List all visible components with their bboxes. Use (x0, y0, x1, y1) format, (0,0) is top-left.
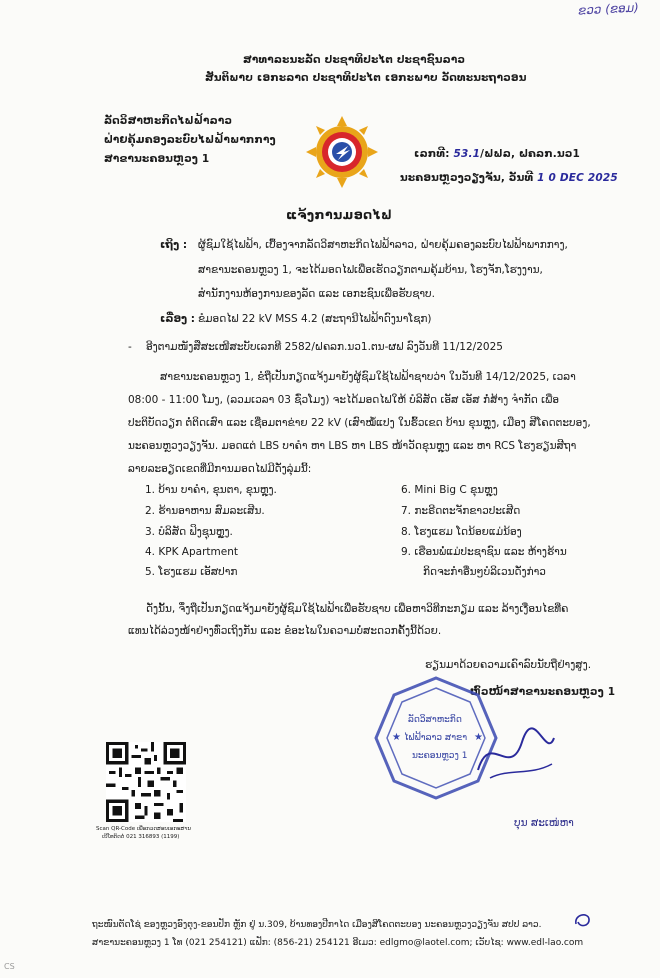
ref-number-handwritten: 53.1 (453, 148, 481, 160)
qr-code[interactable] (106, 742, 186, 822)
ref-date-label: ນະຄອນຫຼວງວຽງຈັນ, ວັນທີ (400, 172, 534, 184)
ref-number-label: ເລກທີ (414, 148, 446, 160)
svg-text:★: ★ (474, 732, 483, 743)
org-line3: ສາຂານະຄອນຫຼວງ 1 (104, 153, 210, 165)
list-item: 6. Mini Big C ຂຸນຫຼຸງ (401, 484, 498, 496)
list-item: 3. ບໍລິສັດ ຟິງຊຸນຫຼູງ. (145, 526, 233, 538)
subject-text: ຂໍມອດໄຟ 22 kV MSS 4.2 (ສະຖານີໄຟຟ້າດົງນາໂຊກ) (198, 313, 432, 325)
closing-line2: ແທນໄດ້ລ່ວງໜ້າຢ່າງທົ່ວເຖິງກັນ ແລະ ຂໍອະໄພໃນຄວາມບໍ່ສະດວກຄັ້ງນີ້ດ້ວຍ. (128, 625, 442, 637)
signature-scribble (470, 720, 560, 790)
stamp-line2: ໄຟຟ້າລາວ ສາຂາ (404, 733, 468, 743)
ref-date-row (400, 172, 618, 184)
list-item: 5. ໂຮງແຮມ ເອັສປາກ (145, 566, 238, 578)
stamp-line1: ລັດວິສາຫະກິດ (408, 715, 462, 725)
list-item: 7. ກະຣີດຕະຈັກຂາວປະເສີດ (401, 505, 521, 517)
signature-name: ບຸນ ສະເໜ່ຫາ (514, 817, 574, 829)
handwritten-top-note: ຂວວ (ຂອມ) (577, 0, 640, 18)
national-header-line1: ສາທາລະນະລັດ ປະຊາທິປະໄຕ ປະຊາຊົນລາວ (243, 54, 466, 66)
footer-contact: ສາຂານະຄອນຫຼວງ 1 ໂທ (021 254121) ແຟັກ: (856-21) 254121 ອີເມວ: edlgmo@laotel.com; ເວັບໄຊ: www.edl-lao.com (92, 938, 584, 948)
closing-line1: ດັ່ງນັ້ນ, ຈຶ່ງຖືເປັນກຽດແຈ້ງມາຍັງຜູ້ຊົມໃຊ້ໄຟຟ້າເພື່ອຮັບຊາບ ເພື່ອຫາວິທີກະກຽມ ແລະ ລ້າງເງື່ອນໄຂທີ່ຄ (146, 603, 569, 615)
ref-number-suffix: /ຟຟລ, ຝຄລກ.ນວ1 (480, 148, 581, 160)
qr-caption-line2: ເບີໂທຕິດຕໍ່ 021 316893 (1199) (102, 834, 180, 840)
document-title: ແຈ້ງການມອດໄຟ (286, 207, 393, 222)
svg-text:★: ★ (392, 732, 401, 743)
list-item: 8. ໂຮງແຮມ ໂດນ້ອຍແມ່ນ້ອງ (401, 526, 522, 538)
paragraph-line1: ສາຂານະຄອນຫຼວງ 1, ຂໍຖືເປັນກຽດແຈ້ງມາຍັງຜູ້ຊົມໃຊ້ໄຟຟ້າຊາບວ່າ ໃນວັນທີ 14/12/2025, ເວລາ (160, 371, 576, 383)
paragraph-line3: ປະຕິບັດວຽກ ຕໍ່ຕິດເສົາ ແລະ ເຊື່ອມຕາຂ່າຍ 22 kV (ເສົາໝໍ້ແປງ ໃນຮົ້ວເຂດ ບ້ານ ຂຸນຫຼຸງ, ເມືອງ ສີໂຄດຕະບອງ, (128, 417, 591, 429)
qr-caption-line1: Scan QR-Code ເພື່ອກວດສອບເອກະສານ (96, 826, 191, 832)
to-line2: ສາຂານະຄອນຫຼວງ 1, ຈະໄດ້ມອດໄຟເພື່ອເຮັດວຽກຕາມຄຸ້ມບ້ານ, ໂຮງຈັກ,ໂຮງງານ, (198, 264, 543, 276)
edl-logo-icon (304, 114, 380, 190)
signature-title: ຫົວໜ້າສາຂານະຄອນຫຼວງ 1 (470, 686, 616, 698)
org-line2: ຝ່າຍຄຸ້ມຄອງລະບົບໄຟຟ້າພາກກາງ (104, 134, 276, 146)
ref-number-row: ເລກທີ: 53.1/ຟຟລ, ຝຄລກ.ນວ1 (414, 148, 581, 160)
list-item: 4. KPK Apartment (145, 546, 238, 558)
scanner-mark: CS (4, 962, 15, 971)
to-line3: ສຳນັກງານຫ້ອງການຂອງລັດ ແລະ ເອກະຊົນເພື່ອຮັບຊາບ. (198, 288, 435, 300)
org-line1: ລັດວິສາຫະກິດໄຟຟ້າລາວ (104, 115, 233, 127)
reference-dash: - (128, 341, 132, 353)
stamp-line3: ນະຄອນຫຼວງ 1 (412, 751, 468, 761)
footer-initial-icon (572, 910, 594, 932)
national-header-line2: ສັນຕິພາບ ເອກະລາດ ປະຊາທິປະໄຕ ເອກະພາບ ວັດທະນະຖາວອນ (205, 72, 527, 84)
to-label: ເຖິງ : (160, 239, 188, 251)
list-item: 2. ຮ້ານອາຫານ ສົມລະເສີນ. (145, 505, 265, 517)
paragraph-line2: 08:00 - 11:00 ໂມງ, (ລວມເວລາ 03 ຊົ່ວໂມງ) ຈະໄດ້ມອດໄຟໃຫ້ ບໍລິສັດ ເອັສ ເອັສ ກໍ່ສ້າງ ຈຳກັດ ເພື່ອ (128, 394, 559, 406)
closing-line3: ຮຽນມາດ້ວຍຄວາມເຄົາລົບນັບຖືຢ່າງສູງ. (425, 659, 592, 671)
to-line1: ຜູ້ຊົມໃຊ້ໄຟຟ້າ, ເບື້ອງຈາກລັດວິສາຫະກິດໄຟຟ້າລາວ, ຝ່າຍຄຸ້ມຄອງລະບົບໄຟຟ້າພາກກາງ, (198, 239, 568, 251)
reference-line: ອີງຕາມໜັງສືສະເໜີສະບັບເລກທີ 2582/ຝຄລກ.ນວ1.ຕນ-ຜຟ ລົງວັນທີ 11/12/2025 (146, 341, 503, 353)
list-item: 1. ບ້ານ ບາຄຳ, ຂຸນຕາ, ຂຸນຫຼຸງ. (145, 484, 277, 496)
subject-label: ເລື່ອງ : (160, 313, 195, 325)
paragraph-line4: ນະຄອນຫຼວງວຽງຈັນ. ມອດແຕ່ LBS ບາຄຳ ຫາ LBS ຫາ LBS ໜ້າວັດຂຸນຫຼຸງ ແລະ ຫາ RCS ໂຮງຮຽນສີຖາ (128, 440, 577, 452)
list-item: 9. ເຮືອນພໍ່ແມ່ປະຊາຊົນ ແລະ ຫ້າງຮ້ານ (401, 546, 567, 558)
footer-address: ຖະໜົນຕັດໂຊ່ ຂອງຫຼວງອົງຕຸງ-ຂອນປັກ ຫຼັກ ຢູ່ ນ.309, ບ້ານທອງປີກາໄດ ເມືອງສີໂຄດຕະບອງ ນະຄອນຫຼວງວຽງຈັນ ສປປ ລາວ. (92, 920, 542, 930)
ref-date-handwritten: 1 0 DEC 2025 (537, 172, 618, 184)
paragraph-line5: ລາຍລະອຽດເຂດທີ່ມີການມອດໄຟມີດັ່ງລຸ່ມນີ້: (128, 463, 312, 475)
list-item: ກິດຈະກຳອື່ນໆບໍລິເວນດັ່ງກ່າວ (423, 566, 546, 578)
